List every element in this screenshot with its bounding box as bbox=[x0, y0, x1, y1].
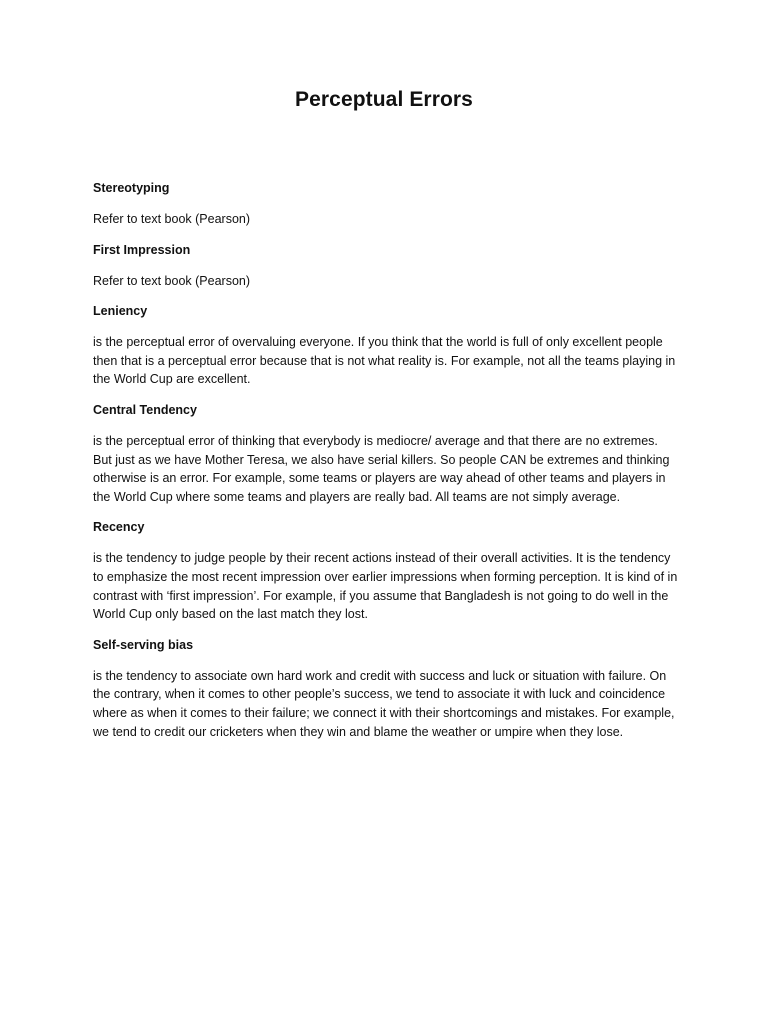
section-heading: First Impression bbox=[93, 242, 191, 257]
section-stereotyping bbox=[93, 179, 678, 229]
section-heading: Recency bbox=[93, 520, 145, 535]
section-text: is the tendency to associate own hard work and credit with success and luck or situation with failure. On the contrary, when it comes to other people’s success, we tend to associate it with luck and coincidence where as when it comes to their failure; we connect it with their shortcomings and mistakes. For example, we tend to credit our cricketers when they win and blame the weather or umpire when they lose. bbox=[93, 668, 675, 739]
section-first-impression bbox=[93, 241, 678, 291]
section-text: is the perceptual error of overvaluing everyone. If you think that the world is full of only excellent people then that is a perceptual error because that is not what reality is. For example, not all the teams playing in the World Cup are excellent. bbox=[93, 335, 676, 387]
page-title: Perceptual Errors bbox=[295, 88, 473, 111]
section-heading: Central Tendency bbox=[93, 402, 197, 417]
section-self-serving-bias bbox=[93, 636, 678, 741]
section-recency bbox=[93, 518, 678, 623]
section-text: is the perceptual error of thinking that everybody is mediocre/ average and that there are no extremes. But just as we have Mother Teresa, we also have serial killers. So people CAN be extremes and thinking otherwise is an error. For example, some teams or players are way ahead of other teams and players in the World Cup where some teams and players are really bad. All teams are not simply average. bbox=[93, 433, 670, 504]
section-heading: Stereotyping bbox=[93, 181, 170, 195]
section-heading: Leniency bbox=[93, 304, 148, 319]
section-text: Refer to text book (Pearson) bbox=[93, 212, 251, 226]
section-heading: Self-serving bias bbox=[93, 637, 194, 652]
section-text: is the tendency to judge people by their recent actions instead of their overall activities. It is the tendency to emphasize the most recent impression over earlier impressions when forming perception. It is kind of in contrast with ‘first impression’. For example, if you assume that Bangladesh is not going to do well in the World Cup only based on the last match they lost. bbox=[93, 551, 678, 622]
section-text: Refer to text book (Pearson) bbox=[93, 273, 251, 288]
section-leniency bbox=[93, 302, 678, 389]
document-body bbox=[93, 179, 678, 753]
section-central-tendency bbox=[93, 401, 678, 506]
